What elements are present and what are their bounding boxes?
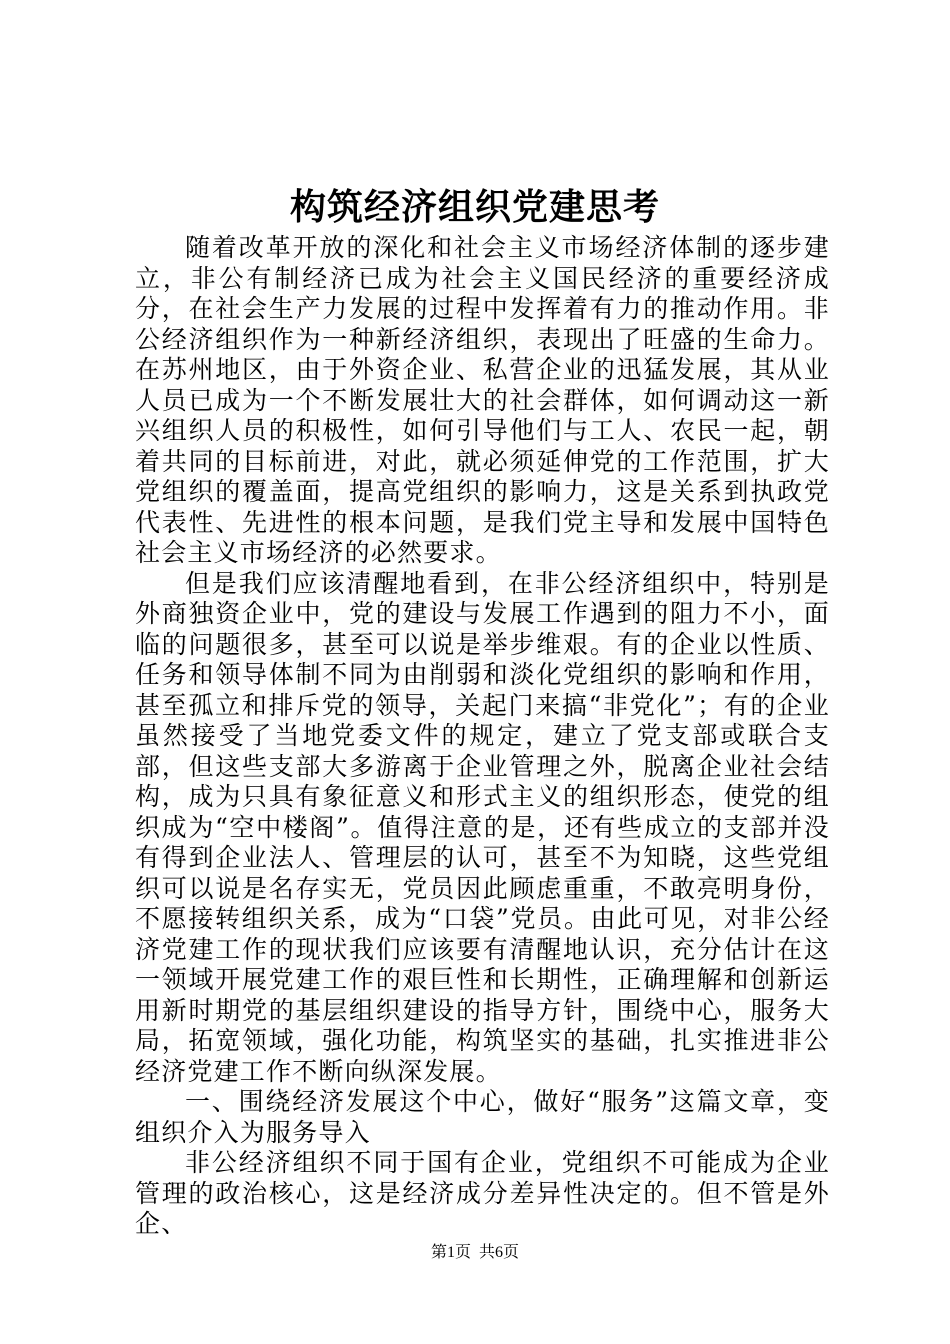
page-footer — [0, 1243, 950, 1263]
page-total: 共6页 — [479, 1244, 520, 1261]
paragraph-problems: 但是我们应该清醒地看到，在非公经济组织中，特别是外商独资企业中，党的建设与发展工作遇到的阻力不小，面临的问题很多，甚至可以说是举步维艰。有的企业以性质、任务和领导体制不同为由削弱和淡化党组织的影响和作用，甚至孤立和排斥党的领导，关起门来搞“非党化”；有的企业虽然接受了当地党委文件的规定，建立了党支部或联合支部，但这些支部大多游离于企业管理之外，脱离企业社会结构，成为只具有象征意义和形式主义的组织形态，使党的组织成为“空中楼阁”。值得注意的是，还有些成立的支部并没有得到企业法人、管理层的认可，甚至不为知晓，这些党组织可以说是名存实无，党员因此顾虑重重，不敢亮明身份，不愿接转组织关系，成为“口袋”党员。由此可见，对非公经济党建工作的现状我们应该要有清醒地认识，充分估计在这一领域开展党建工作的艰巨性和长期性，正确理解和创新运用新时期党的基层组织建设的指导方针，围绕中心，服务大局，拓宽领域，强化功能，构筑坚实的基础，扎实推进非公经济党建工作不断向纵深发展。 — [135, 568, 830, 1086]
document-body — [135, 233, 830, 1240]
document-title: 构筑经济组织党建思考 — [289, 187, 660, 228]
paragraph-section-one: 非公经济组织不同于国有企业，党组织不可能成为企业管理的政治核心，这是经济成分差异性决定的。但不管是外企、 — [135, 1148, 830, 1238]
section-heading-one: 一、围绕经济发展这个中心，做好“服务”这篇文章，变组织介入为服务导入 — [135, 1087, 830, 1147]
paragraph-intro: 随着改革开放的深化和社会主义市场经济体制的逐步建立，非公有制经济已成为社会主义国民经济的重要经济成分，在社会生产力发展的过程中发挥着有力的推动作用。非公经济组织作为一种新经济组织，表现出了旺盛的生命力。在苏州地区，由于外资企业、私营企业的迅猛发展，其从业人员已成为一个不断发展壮大的社会群体，如何调动这一新兴组织人员的积极性，如何引导他们与工人、农民一起，朝着共同的目标前进，对此，就必须延伸党的工作范围，扩大党组织的覆盖面，提高党组织的影响力，这是关系到执政党代表性、先进性的根本问题，是我们党主导和发展中国特色社会主义市场经济的必然要求。 — [135, 233, 830, 567]
page-number: 第1页 — [430, 1244, 471, 1261]
